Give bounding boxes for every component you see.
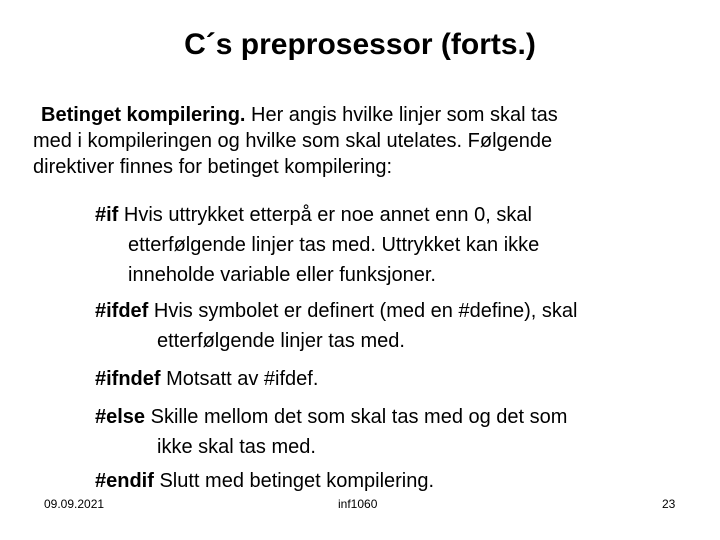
directive-text: Slutt med betinget kompilering.: [153, 470, 435, 492]
intro-line-1-text: Her angis hvilke linjer som skal tas: [245, 104, 558, 126]
intro-lead: Betinget kompilering.: [41, 104, 246, 126]
directive-endif-line-1: [95, 466, 695, 496]
directive-endif: [95, 466, 695, 496]
directive-else-line-2: ikke skal tas med.: [157, 436, 316, 458]
directive-text: Skille mellom det som skal tas med og det som: [145, 406, 568, 428]
directive-text: Motsatt av #ifdef.: [160, 368, 319, 390]
footer-course: inf1060: [338, 497, 378, 511]
directive-keyword: #ifndef: [95, 368, 161, 390]
directive-ifndef: [95, 364, 695, 394]
directive-text: Hvis uttrykket etterpå er noe annet enn 0, skal: [118, 204, 532, 226]
directive-ifdef-line-1: [95, 296, 695, 326]
intro-line-3: direktiver finnes for betinget kompilering:: [33, 156, 393, 178]
directive-text: Hvis symbolet er definert (med en #define), skal: [148, 300, 578, 322]
intro-line-1: [33, 102, 693, 128]
directive-if-line-1: [95, 200, 695, 230]
directive-ifndef-line-1: [95, 364, 695, 394]
directive-if-line-3: inneholde variable eller funksjoner.: [128, 264, 436, 286]
intro-paragraph: [33, 102, 693, 180]
directive-if: [95, 200, 695, 290]
directive-keyword: #else: [95, 406, 146, 428]
intro-line-2: med i kompileringen og hvilke som skal utelates. Følgende: [33, 130, 553, 152]
directive-ifdef-line-2: etterfølgende linjer tas med.: [157, 330, 405, 352]
directive-keyword: #if: [95, 204, 119, 226]
footer-date: 09.09.2021: [44, 497, 105, 511]
directive-keyword: #endif: [95, 470, 154, 492]
directive-else: [95, 402, 695, 462]
slide-title: C´s preprosessor (forts.): [184, 28, 536, 61]
directive-keyword: #ifdef: [95, 300, 149, 322]
footer-page-number: 23: [662, 497, 676, 511]
directive-else-line-1: [95, 402, 695, 432]
directive-if-line-2: etterfølgende linjer tas med. Uttrykket kan ikke: [128, 234, 540, 256]
directive-ifdef: [95, 296, 695, 356]
